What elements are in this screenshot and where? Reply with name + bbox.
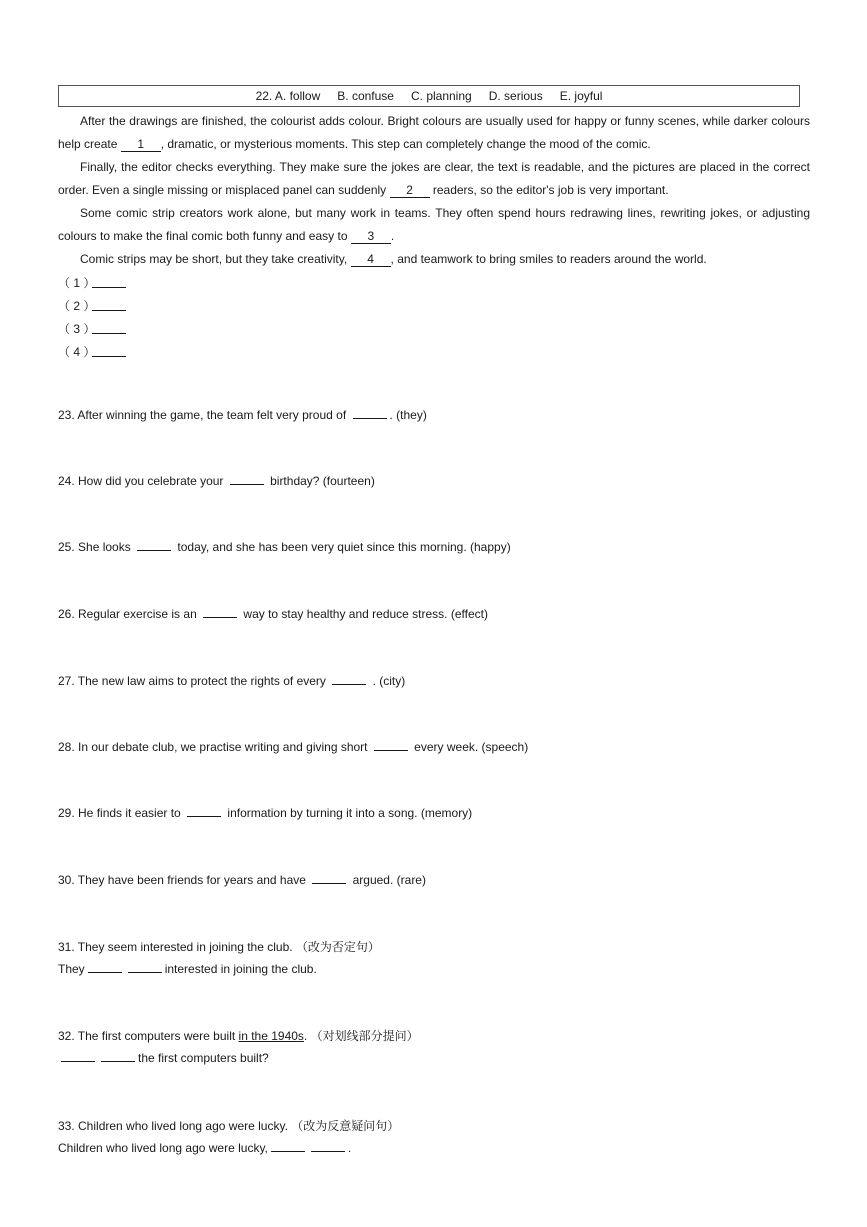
option-c: C. planning bbox=[410, 89, 472, 103]
answer-blank-3[interactable] bbox=[92, 322, 126, 334]
answer-blank-4[interactable] bbox=[92, 345, 126, 357]
question-29: 29. He finds it easier to information by turning it into a song. (memory) bbox=[58, 806, 473, 820]
question-27: 27. The new law aims to protect the rights of every . (city) bbox=[58, 674, 406, 688]
q31-blank-2[interactable] bbox=[128, 961, 162, 973]
answer-line-2: （ 2 ） bbox=[58, 295, 126, 315]
passage-paragraph-2: Finally, the editor checks everything. They make sure the jokes are clear, the text is readable, and the pictures are placed in the correct order. Even a single missing or misplaced panel can suddenly 2 readers, so the editor's job is very important. bbox=[58, 160, 810, 197]
q30-blank[interactable] bbox=[312, 872, 346, 884]
question-26: 26. Regular exercise is an way to stay healthy and reduce stress. (effect) bbox=[58, 607, 488, 621]
passage-paragraph-4: Comic strips may be short, but they take creativity, 4 , and teamwork to bring smiles to readers around the world. bbox=[80, 252, 707, 266]
q33-blank-2[interactable] bbox=[311, 1140, 345, 1152]
blank-2[interactable]: 2 bbox=[390, 183, 430, 198]
question-33-answer: Children who lived long ago were lucky, . bbox=[58, 1141, 352, 1155]
passage-paragraph-1: After the drawings are finished, the colourist adds colour. Bright colours are usually used for happy or funny scenes, while darker colours help create 1 , dramatic, or mysterious moments. This step can completely change the mood of the comic. bbox=[58, 114, 810, 151]
q26-blank[interactable] bbox=[203, 606, 237, 618]
question-32: 32. The first computers were built in the 1940s. （对划线部分提问） bbox=[58, 1029, 419, 1043]
question-25: 25. She looks today, and she has been very quiet since this morning. (happy) bbox=[58, 540, 511, 554]
option-b: B. confuse bbox=[337, 89, 394, 103]
q23-blank[interactable] bbox=[353, 407, 387, 419]
question-24: 24. How did you celebrate your birthday? (fourteen) bbox=[58, 474, 375, 488]
word-options-box bbox=[58, 85, 800, 107]
question-30: 30. They have been friends for years and have argued. (rare) bbox=[58, 873, 426, 887]
q33-blank-1[interactable] bbox=[271, 1140, 305, 1152]
question-32-answer: the first computers built? bbox=[58, 1050, 269, 1070]
question-31-answer: They interested in joining the club. bbox=[58, 962, 317, 976]
q28-blank[interactable] bbox=[374, 739, 408, 751]
answer-line-1: （ 1 ） bbox=[58, 272, 126, 292]
answer-line-3: （ 3 ） bbox=[58, 318, 126, 338]
q27-blank[interactable] bbox=[332, 673, 366, 685]
answer-blank-2[interactable] bbox=[92, 299, 126, 311]
option-e: E. joyful bbox=[559, 89, 603, 103]
q32-blank-2[interactable] bbox=[101, 1050, 135, 1062]
answer-line-4: （ 4 ） bbox=[58, 341, 126, 361]
q29-blank[interactable] bbox=[187, 805, 221, 817]
q25-blank[interactable] bbox=[137, 539, 171, 551]
option-a: 22. A. follow bbox=[255, 89, 321, 103]
question-33: 33. Children who lived long ago were lucky. （改为反意疑问句） bbox=[58, 1119, 400, 1133]
question-31: 31. They seem interested in joining the club. （改为否定句） bbox=[58, 940, 380, 954]
option-d: D. serious bbox=[488, 89, 543, 103]
q31-blank-1[interactable] bbox=[88, 961, 122, 973]
underlined-phrase: in the 1940s bbox=[238, 1029, 304, 1043]
question-23: 23. After winning the game, the team felt very proud of . (they) bbox=[58, 408, 427, 422]
passage-paragraph-3: Some comic strip creators work alone, but many work in teams. They often spend hours redrawing lines, rewriting jokes, or adjusting colours to make the final comic both funny and easy to 3 . bbox=[58, 206, 810, 243]
blank-3[interactable]: 3 bbox=[351, 229, 391, 244]
q24-blank[interactable] bbox=[230, 473, 264, 485]
blank-4[interactable]: 4 bbox=[351, 252, 391, 267]
blank-1[interactable]: 1 bbox=[121, 137, 161, 152]
answer-blank-1[interactable] bbox=[92, 276, 126, 288]
question-28: 28. In our debate club, we practise writing and giving short every week. (speech) bbox=[58, 740, 529, 754]
q32-blank-1[interactable] bbox=[61, 1050, 95, 1062]
